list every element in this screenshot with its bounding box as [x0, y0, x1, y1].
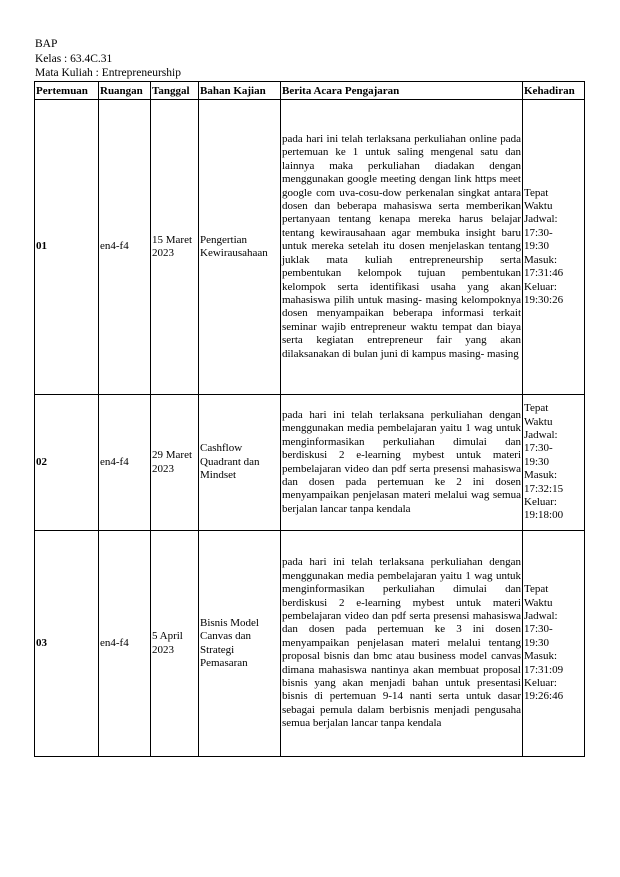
- kehadiran-line: 19:18:00: [524, 509, 564, 522]
- kehadiran-line: Jadwal:: [524, 428, 558, 441]
- kehadiran-line: 19:30: [524, 240, 550, 253]
- table-row: [35, 100, 585, 395]
- kelas-label: Kelas : 63.4C.31: [35, 52, 113, 65]
- kehadiran-line: Waktu: [524, 415, 553, 428]
- col-header-kehadiran: Kehadiran: [523, 82, 585, 100]
- col-header-bahan-kajian: Bahan Kajian: [199, 82, 281, 100]
- mata-kuliah-label: Mata Kuliah : Entrepreneurship: [35, 67, 181, 79]
- document-header: [35, 37, 181, 81]
- ruangan-cell: en4-f4: [99, 395, 151, 531]
- kehadiran-line: 19:30:26: [524, 293, 564, 306]
- berita-acara-cell: pada hari ini telah terlaksana perkuliahan online pada pertemuan ke 1 untuk saling mengenal satu dan lainnya maka perkuliahan diadakan dengan menggunakan google meeting dengan link https meet google com uva-cosu-dow perkenalan singkat antara dosen dan beberapa mahasiswa serta memberikan pertanyaan tentang kenapa mereka harus belajar tentang kewirausahaan agar membuka insight baru untuk mereka setelah itu dosen menjelaskan tentang juklak mata kuliah entrepreneurship serta pembentukan kelompok tujuan pembentukan kelompok serta identifikasi usaha yang akan mahasiswa pilih untuk masing- masing kelompoknya dosen menyampaikan beberapa informasi terkait seminar wajib entrepreneur waktu tempat dan biaya serta kegiatan entrepreneur fair yang akan dilaksanakan di bulan juni di kampus masing- masing: [281, 100, 523, 395]
- kehadiran-line: Keluar:: [524, 280, 557, 293]
- col-header-tanggal: Tanggal: [151, 82, 199, 100]
- berita-acara-cell: pada hari ini telah terlaksana perkuliahan dengan menggunakan media pembelajaran yaitu 1 wag untuk menginformasikan perkuliahan dimulai dan berdiskusi 2 e-learning mybest untuk materi pembelajaran video dan pdf serta presensi mahasiswa dan dosen pada pertemuan ke 3 ini dosen menyampaikan penjelasan materi melalui tentang proposal bisnis dan bmc atau business model canvas dimana mahasiswa nantinya akan membuat proposal bisnis yang akan menjadi bahan untuk presentasi bisnis di pertemuan 9-14 nanti serta untuk dasar sebagai pemula dalam berbisnis menjadi pengusaha semua berjalan lancar tanpa kendala: [281, 531, 523, 757]
- kehadiran-cell: [523, 100, 585, 395]
- kehadiran-line: Keluar:: [524, 496, 557, 509]
- kehadiran-line: Waktu: [524, 200, 553, 213]
- bap-table: [34, 81, 585, 757]
- bahan-kajian-cell: Bisnis Model Canvas dan Strategi Pemasaran: [199, 531, 281, 757]
- bahan-kajian-cell: Cashflow Quadrant dan Mindset: [199, 395, 281, 531]
- berita-acara-cell: pada hari ini telah terlaksana perkuliahan dengan menggunakan media pembelajaran yaitu 1 wag untuk menginformasikan perkuliahan dimulai dan berdiskusi 2 e-learning mybest untuk materi pembelajaran video dan pdf serta presensi mahasiswa dan dosen pada pertemuan ke 2 ini dosen menyampaikan penjelasan materi melalui wag semua berjalan lancar tanpa kendala: [281, 395, 523, 531]
- kehadiran-cell: [523, 531, 585, 757]
- tanggal-cell: 5 April 2023: [151, 531, 199, 757]
- col-header-ruangan: Ruangan: [99, 82, 151, 100]
- kehadiran-line: 19:26:46: [524, 690, 564, 703]
- tanggal-cell: 29 Maret 2023: [151, 395, 199, 531]
- kehadiran-line: 17:30-: [524, 623, 553, 636]
- kehadiran-line: Jadwal:: [524, 609, 558, 622]
- kehadiran-line: Keluar:: [524, 677, 557, 690]
- kehadiran-line: Masuk:: [524, 253, 557, 266]
- kehadiran-line: Tepat: [524, 402, 549, 415]
- col-header-pertemuan: Pertemuan: [35, 82, 99, 100]
- table-row: [35, 395, 585, 531]
- kehadiran-line: 17:30-: [524, 442, 553, 455]
- kehadiran-line: 17:31:09: [524, 663, 564, 676]
- kehadiran-line: 19:30: [524, 636, 550, 649]
- table-row: [35, 531, 585, 757]
- kehadiran-line: 17:32:15: [524, 482, 564, 495]
- bahan-kajian-cell: Pengertian Kewirausahaan: [199, 100, 281, 395]
- col-header-berita-acara: Berita Acara Pengajaran: [281, 82, 523, 100]
- pertemuan-cell: 02: [35, 395, 99, 531]
- kehadiran-line: Jadwal:: [524, 213, 558, 226]
- kehadiran-cell: [523, 395, 585, 531]
- pertemuan-cell: 03: [35, 531, 99, 757]
- pertemuan-cell: 01: [35, 100, 99, 395]
- kehadiran-line: Masuk:: [524, 469, 557, 482]
- table-header-row: [35, 82, 585, 100]
- kehadiran-line: Waktu: [524, 596, 553, 609]
- kehadiran-line: 17:30-: [524, 226, 553, 239]
- kehadiran-line: 19:30: [524, 455, 550, 468]
- kehadiran-line: Masuk:: [524, 650, 557, 663]
- kehadiran-line: Tepat: [524, 583, 549, 596]
- kehadiran-line: 17:31:46: [524, 267, 564, 280]
- tanggal-cell: 15 Maret 2023: [151, 100, 199, 395]
- ruangan-cell: en4-f4: [99, 531, 151, 757]
- ruangan-cell: en4-f4: [99, 100, 151, 395]
- document-title: BAP: [35, 38, 58, 50]
- kehadiran-line: Tepat: [524, 186, 549, 199]
